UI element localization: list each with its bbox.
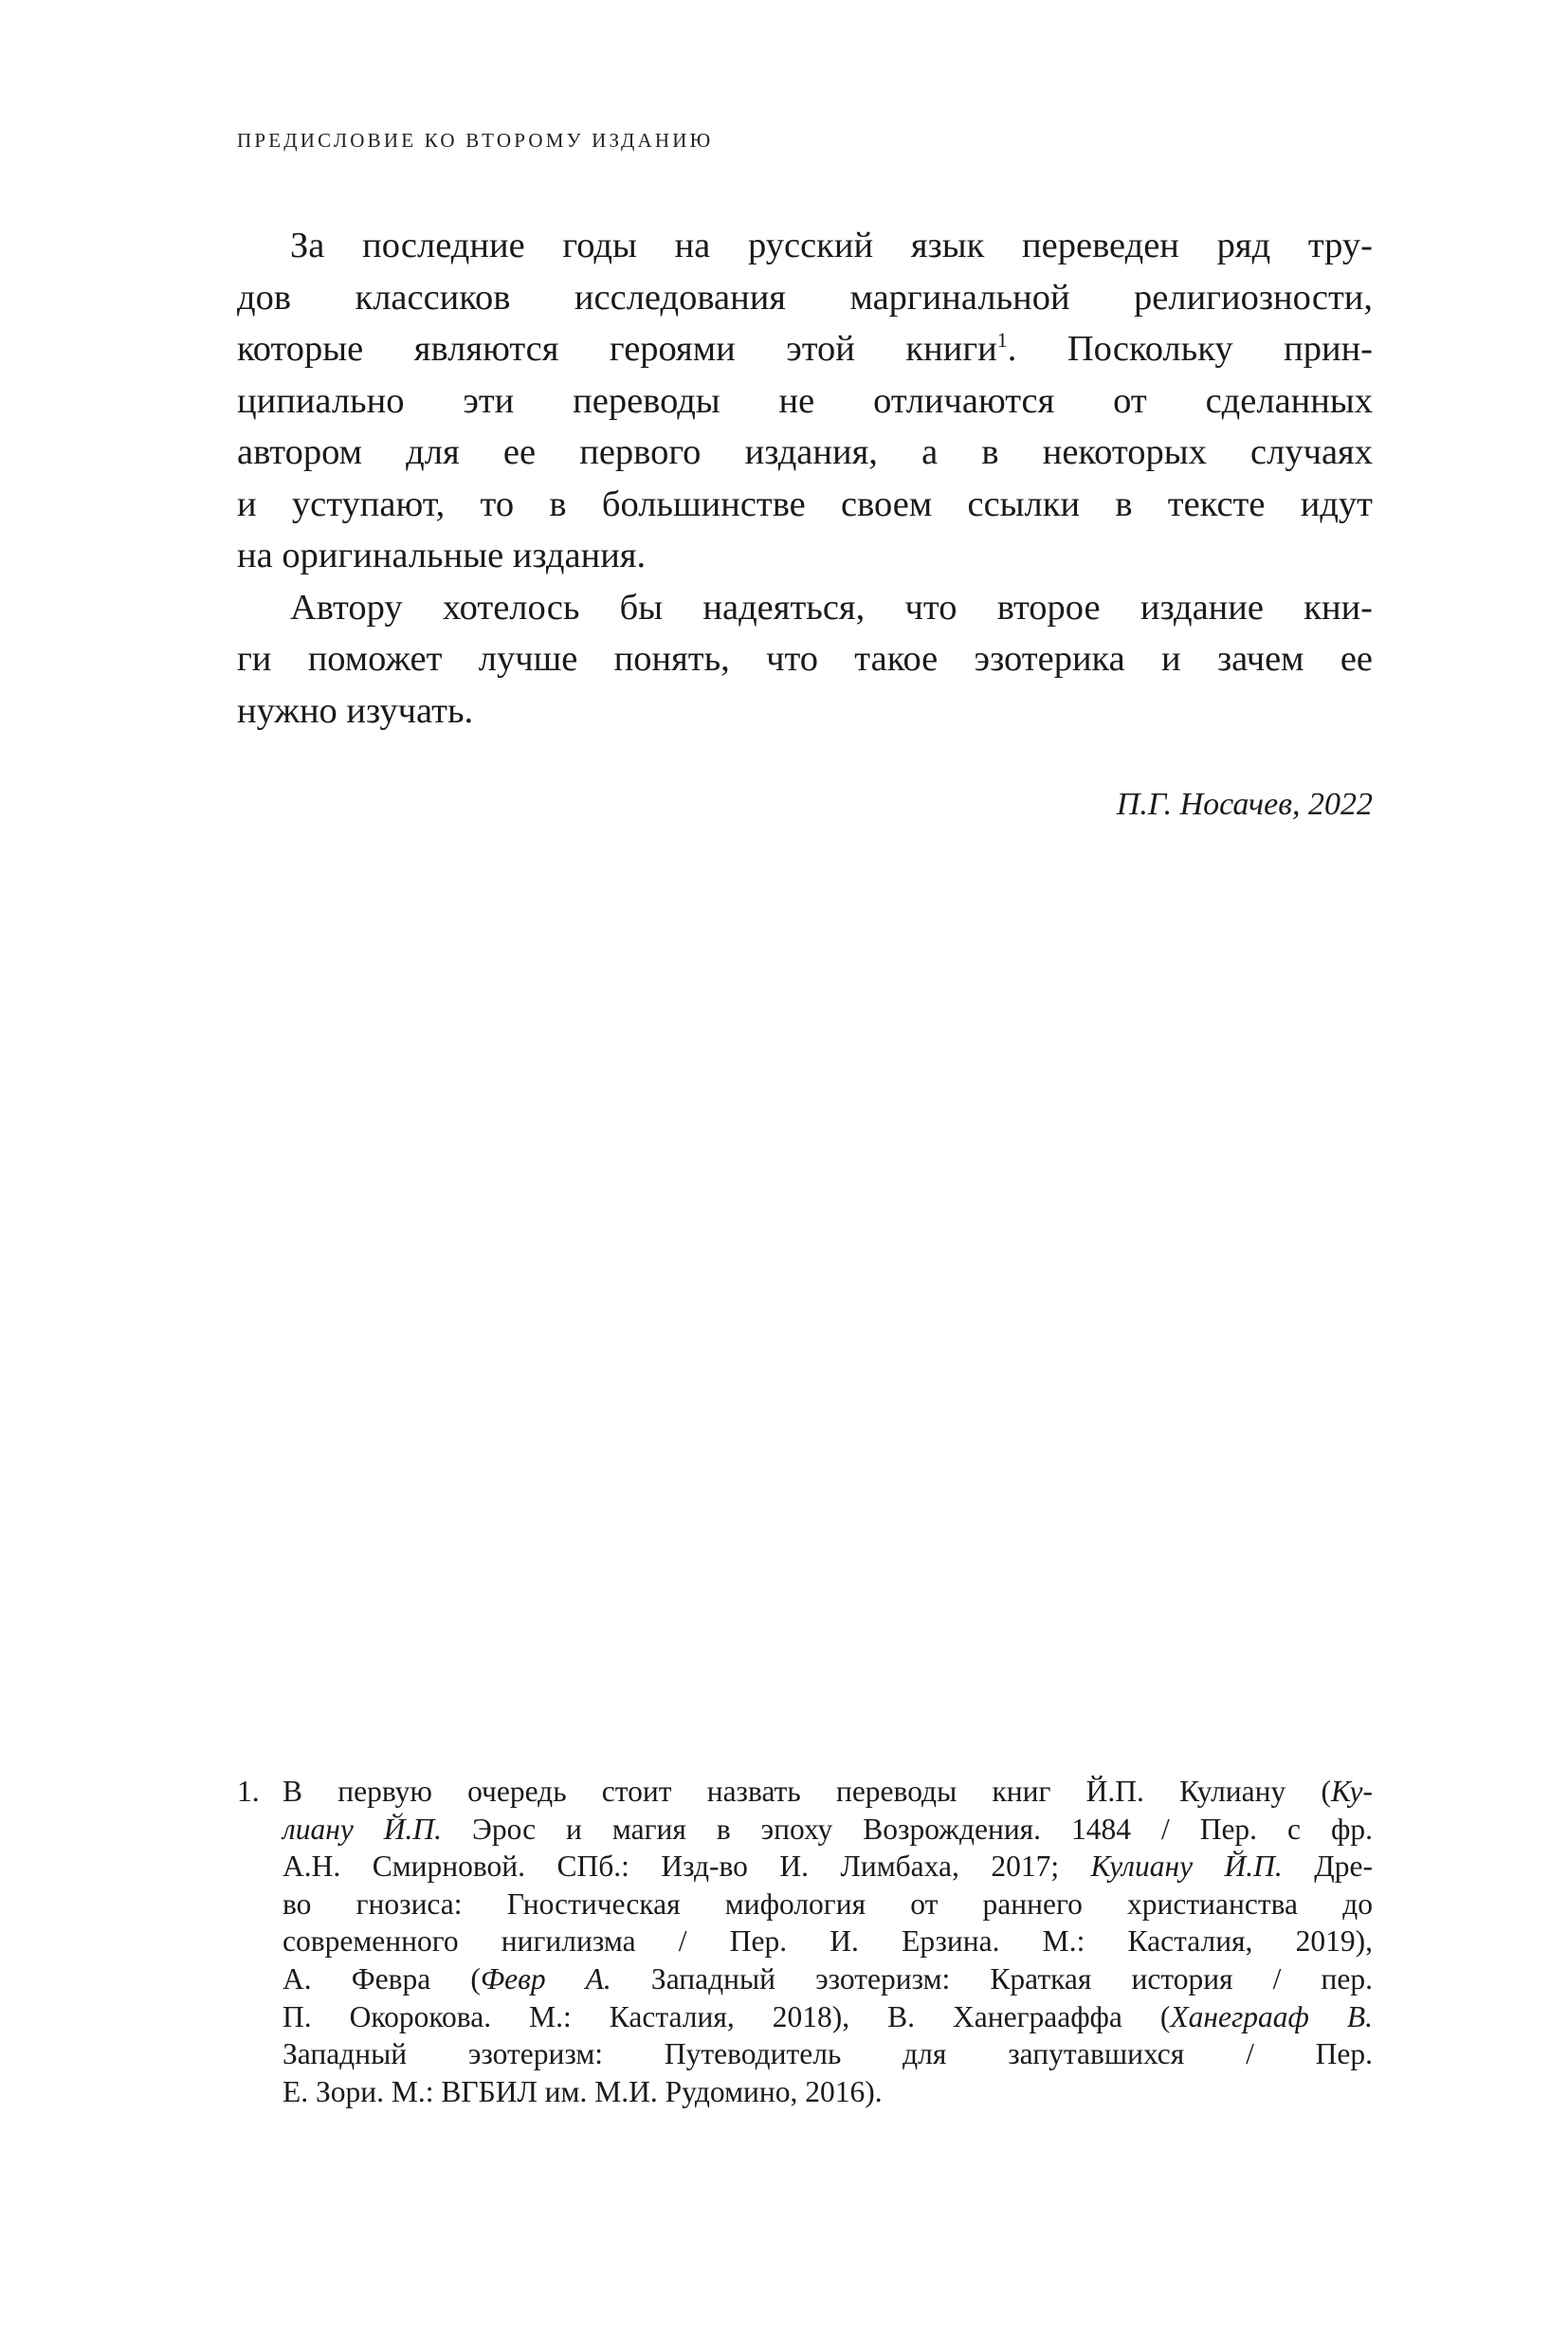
footnote-reference[interactable]: 1 [996, 328, 1008, 353]
text-line: За последние годы на русский язык переведен ряд тру- [290, 226, 1373, 265]
footnote-line [283, 2035, 1373, 2073]
footnote-segment: В первую очередь стоит назвать переводы книг Й.П. Кулиану ( [283, 1775, 1331, 1808]
footnote-number: 1. [237, 1775, 260, 1808]
footnote-line [283, 1998, 1373, 2036]
footnote-segment: Западный эзотеризм: Путеводитель для запутавшихся / Пер. [283, 2037, 1373, 2071]
footnote-line [283, 1848, 1373, 1886]
footnote-segment: А. Февра ( [283, 1961, 481, 1996]
text-segment: . Поскольку прин- [1007, 329, 1373, 369]
signature: П.Г. Носачев, 2022 [1116, 787, 1373, 822]
text-line: автором для ее первого издания, а в некоторых случаях [237, 432, 1373, 472]
footnote-line [283, 2073, 1373, 2111]
footnote-segment: А.Н. Смирновой. СПб.: Изд-во И. Лимбаха, 2017; [283, 1850, 1091, 1884]
footnote-line [283, 1773, 1373, 1811]
footnote-segment: современного нигилизма / Пер. И. Ерзина. М.: Касталия, 2019), [283, 1924, 1373, 1959]
text-segment: которые являются героями этой книги [237, 329, 997, 369]
footnote-line [283, 1811, 1373, 1849]
footnote-segment: Западный эзотеризм: Краткая история / пер. [611, 1961, 1374, 1996]
main-text [237, 220, 1373, 737]
footnote-italic-segment: лиану Й.П. [283, 1812, 443, 1846]
footnote-segment: П. Окорокова. М.: Касталия, 2018), В. Ханеграаффа ( [283, 1999, 1171, 2033]
text-line: ципиально эти переводы не отличаются от сделанных [237, 380, 1373, 421]
footnote-italic-segment: Февр А. [480, 1961, 611, 1996]
footnote-segment: Эрос и магия в эпоху Возрождения. 1484 / Пер. с фр. [442, 1812, 1373, 1846]
footnote-segment: Дре- [1282, 1850, 1373, 1884]
footnote-italic-segment: Ханеграаф В. [1170, 1999, 1373, 2033]
text-line: и уступают, то в большинстве своем ссылки в тексте идут [237, 483, 1373, 524]
footnote-body [283, 1773, 1373, 2110]
text-line: нужно изучать. [237, 690, 474, 731]
footnote-line [283, 1960, 1373, 1998]
footnote-italic-segment: Кулиану Й.П. [1090, 1850, 1283, 1884]
text-line [237, 323, 1373, 375]
text-line: ги поможет лучше понять, что такое эзотерика и зачем ее [237, 639, 1373, 679]
text-line: на оригинальные издания. [237, 536, 647, 575]
footnote-line [283, 1886, 1373, 1923]
text-line: Автору хотелось бы надеяться, что второе издание кни- [290, 587, 1373, 628]
text-line: дов классиков исследования маргинальной религиозности, [237, 277, 1373, 318]
running-head: ПРЕДИСЛОВИЕ КО ВТОРОМУ ИЗДАНИЮ [237, 129, 714, 152]
footnote-segment: Е. Зори. М.: ВГБИЛ им. М.И. Рудомино, 2016). [283, 2074, 883, 2108]
footnote-italic-segment: Ку- [1330, 1775, 1373, 1808]
footnote-line [283, 1923, 1373, 1960]
footnote [237, 1773, 1373, 2110]
footnote-segment: во гнозиса: Гностическая мифология от раннего христианства до [283, 1886, 1373, 1921]
